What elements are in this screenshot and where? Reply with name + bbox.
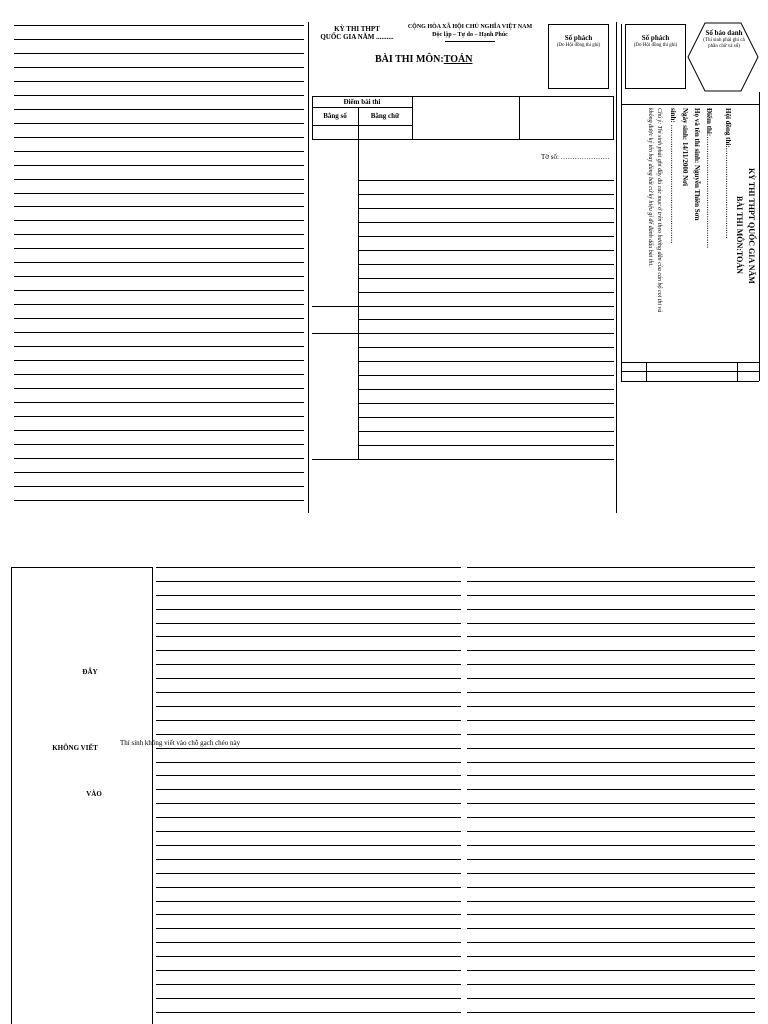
ruled-line [359,431,614,432]
ruled-line [156,734,461,735]
ruled-line [467,678,755,679]
motto: Độc lập – Tự do – Hạnh Phúc [432,32,508,38]
so-phach-note: (Do Hội đồng thi ghi) [556,43,601,48]
ruled-line [156,998,461,999]
margin-word-khong-viet: KHÔNG VIẾT [52,744,98,752]
ruled-line [359,194,614,195]
side-candidate-name: Họ và tên thí sinh: Nguyễn Thiên Sơn [693,108,701,221]
ruled-line [156,636,461,637]
subject-heading [375,54,472,66]
margin-box-border [11,567,12,1024]
side-subject-title: BÀI THI MÔN:TOÁN [735,196,744,274]
so-bao-danh-note2: phần chữ và số) [708,44,740,49]
ruled-line [467,914,755,915]
ruled-line [359,264,614,265]
ruled-line [14,486,304,487]
ruled-line [359,333,614,334]
ruled-line [467,789,755,790]
ruled-line [14,179,304,180]
ruled-line [14,248,304,249]
ruled-line [156,901,461,902]
ruled-line [467,720,755,721]
ruled-line [156,1012,461,1013]
ruled-line [467,1012,755,1013]
ruled-line [156,914,461,915]
ruled-line [467,803,755,804]
ruled-line [467,567,755,568]
ruled-line [156,623,461,624]
side-panel-rule [621,362,759,363]
margin-box-border [11,567,152,568]
ruled-line [359,417,614,418]
republic-title: CỘNG HÒA XÃ HỘI CHỦ NGHĨA VIỆT NAM [407,24,533,30]
ruled-line [14,346,304,347]
ruled-line [156,664,461,665]
ruled-line [156,748,461,749]
ruled-line [467,928,755,929]
ruled-line [467,692,755,693]
ruled-line [14,304,304,305]
so-bao-danh-note1: (Thí sinh phải ghi cả [703,38,745,43]
ruled-line [156,942,461,943]
ruled-line [14,53,304,54]
ruled-line [156,609,461,610]
ruled-line [14,276,304,277]
side-panel-divider [646,362,647,381]
ruled-line [156,803,461,804]
so-phach-box-2 [625,24,686,89]
ruled-line [14,67,304,68]
ruled-line [156,789,461,790]
exam-title-line1: KỲ THI THPT [334,25,380,33]
ruled-line [359,403,614,404]
side-exam-site-field: Điểm thi:………………………………………… [705,108,713,249]
ruled-line [467,609,755,610]
side-exam-title: KỲ THI THPT QUỐC GIA NĂM [747,168,756,284]
ruled-line [359,361,614,362]
side-panel-rule [621,371,759,372]
side-note-line2: không được ký tên hay dùng bất cứ ký hiệu gì để đánh dấu bài thi. [647,108,653,267]
margin-rule [312,306,359,307]
ruled-line [359,236,614,237]
ruled-line [467,706,755,707]
ruled-line [14,206,304,207]
ruled-line [467,873,755,874]
ruled-line [14,95,304,96]
ruled-line [14,81,304,82]
ruled-line [467,998,755,999]
ruled-line [467,817,755,818]
ruled-line [359,222,614,223]
margin-line [358,140,359,460]
ruled-line [359,389,614,390]
ruled-line [467,859,755,860]
ruled-line [156,720,461,721]
ruled-line [359,375,614,376]
ruled-line [467,901,755,902]
score-table-title: Điểm bài thi [343,98,381,106]
ruled-line [359,445,614,446]
ruled-line [467,762,755,763]
so-phach-note-2: (Do Hội đồng thi ghi) [633,43,678,48]
so-phach-box [548,24,609,89]
ruled-line [14,444,304,445]
margin-box-border [152,567,153,1024]
ruled-line [14,262,304,263]
ruled-line [156,567,461,568]
ruled-line [156,762,461,763]
ruled-line [14,220,304,221]
score-table-divider [412,96,413,140]
divider-line [616,22,617,513]
ruled-line [14,458,304,459]
score-table-rule [312,125,412,126]
ruled-line [14,290,304,291]
side-panel-divider [737,362,738,381]
score-table-divider [519,96,520,140]
margin-rule [312,333,359,334]
ruled-line [156,817,461,818]
ruled-line [156,984,461,985]
so-phach-title-2: Số phách [641,34,670,42]
divider-line [308,22,309,513]
side-panel-border [759,92,760,381]
ruled-line [467,956,755,957]
ruled-line [156,970,461,971]
side-panel-rule [621,104,759,105]
ruled-line [14,151,304,152]
ruled-line [359,306,614,307]
ruled-line [14,165,304,166]
ruled-line [467,942,755,943]
score-col-words: Bằng chữ [370,112,400,120]
ruled-line [359,459,614,460]
subject-name: TOÁN [443,54,473,65]
ruled-line [359,208,614,209]
side-panel-rule [621,381,759,382]
side-note-line1: Chú ý: Thí sinh phải ghi đầy đủ các mục ở trên theo hướng dẫn của cán bộ coi thi và [656,108,662,313]
exam-title-line2: QUỐC GIA NĂM .......... [320,33,394,41]
ruled-line [14,416,304,417]
ruled-line [156,887,461,888]
side-council-field: Hội đồng thi:………………………………… [724,108,732,239]
ruled-line [467,734,755,735]
ruled-line [14,472,304,473]
margin-rule [312,459,359,460]
margin-instruction: Thí sinh không viết vào chỗ gạch chéo này [120,739,241,747]
ruled-line [359,292,614,293]
ruled-line [467,845,755,846]
ruled-line [467,650,755,651]
ruled-line [14,193,304,194]
ruled-line [156,873,461,874]
ruled-line [359,347,614,348]
ruled-line [156,831,461,832]
ruled-line [467,581,755,582]
side-birthplace-field: sinh: …………………………………………… [669,108,677,244]
ruled-line [467,775,755,776]
ruled-line [359,319,614,320]
ruled-line [14,388,304,389]
ruled-line [156,595,461,596]
score-table-rule [312,107,412,108]
ruled-line [14,234,304,235]
ruled-line [14,137,304,138]
score-col-number: Bằng số [323,112,347,120]
ruled-line [467,831,755,832]
ruled-line [14,374,304,375]
so-phach-title: Số phách [564,34,593,42]
so-bao-danh-title: Số báo danh [705,29,743,37]
ruled-line [156,845,461,846]
ruled-line [467,984,755,985]
ruled-line [156,859,461,860]
ruled-line [467,748,755,749]
ruled-line [14,318,304,319]
ruled-line [359,180,614,181]
ruled-line [14,332,304,333]
ruled-line [14,39,304,40]
side-panel-border [621,24,622,381]
ruled-line [156,775,461,776]
ruled-line [156,650,461,651]
ruled-line [359,278,614,279]
motto-underline [445,41,495,42]
ruled-line [467,623,755,624]
ruled-line [467,595,755,596]
ruled-line [14,430,304,431]
ruled-line [156,581,461,582]
ruled-line [14,109,304,110]
ruled-line [467,636,755,637]
ruled-line [156,692,461,693]
sheet-number: Tờ số: ………………… [541,153,610,161]
subject-prefix: BÀI THI MÔN: [375,54,444,65]
ruled-line [14,402,304,403]
ruled-line [467,887,755,888]
ruled-line [14,25,304,26]
ruled-line [14,360,304,361]
ruled-line [156,956,461,957]
margin-word-vao: VÀO [86,790,102,798]
ruled-line [467,970,755,971]
ruled-line [14,500,304,501]
ruled-line [467,664,755,665]
ruled-line [156,706,461,707]
side-dob-field: Ngày sinh: 14/11/2000 Nơi [681,108,689,186]
ruled-line [156,678,461,679]
margin-word-day: ĐÂY [82,668,98,676]
ruled-line [14,123,304,124]
ruled-line [156,928,461,929]
ruled-line [359,250,614,251]
